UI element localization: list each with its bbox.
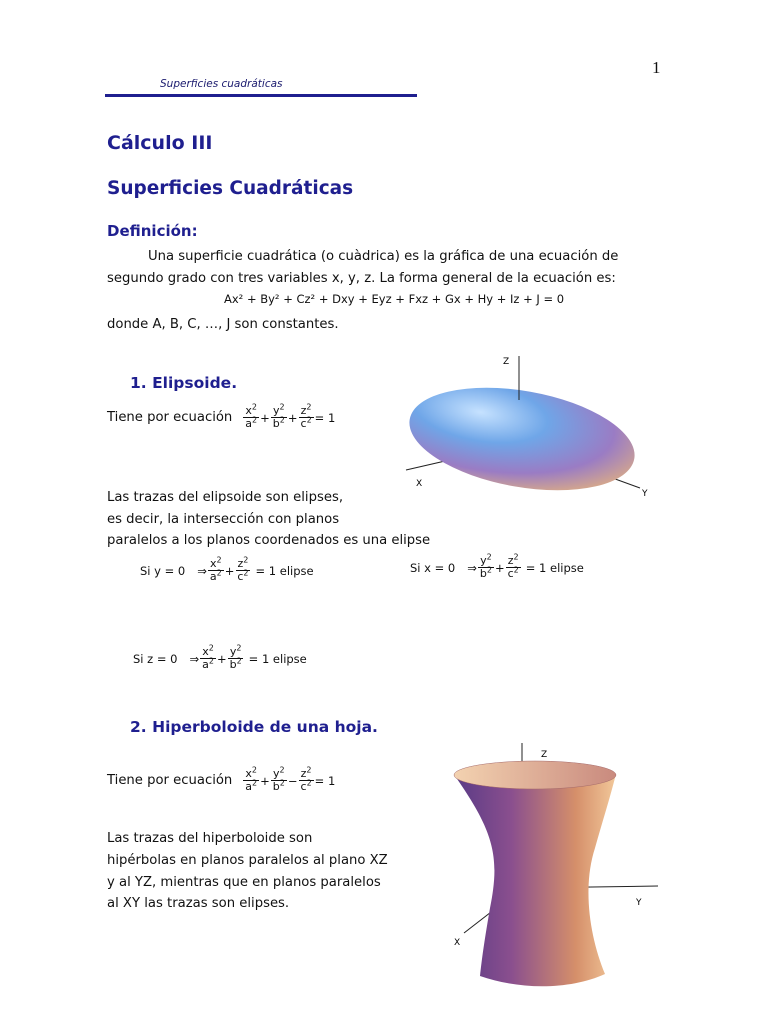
ellipsoid-heading: 1. Elipsoide. [130, 374, 238, 392]
hyperboloid-z-label: Z [541, 750, 548, 760]
section-title: Superficies Cuadráticas [107, 178, 354, 199]
hyperboloid-figure [440, 738, 680, 988]
trace-z0-equation: Si z = 0 ⇒ $\frac{x^2}{a^2}$ + $\frac{y^2}{b^2}$ = 1 elipse [133, 643, 307, 671]
ellipsoid-equation: Tiene por ecuación $\frac{x^2}{a^2}$ + $\frac{y^2}{b^2}$ + $\frac{z^2}{c^2}$ = 1 [107, 402, 336, 430]
fraction-y2-b2: $\frac{y^2}{b^2}$ [272, 402, 285, 430]
hyperboloid-top-opening [454, 761, 616, 789]
ellipsoid-x-label: X [416, 479, 423, 489]
case-y0-result: = 1 elipse [255, 563, 314, 578]
fraction-x2-a2: $\frac{x^2}{a^2}$ [245, 402, 258, 430]
ellipsoid-traces-line-2: es decir, la intersección con planos [107, 512, 340, 527]
general-equation: Ax² + By² + Cz² + Dxy + Eyz + Fxz + Gx + Hy + Iz + J = 0 [224, 292, 565, 306]
case-x0-label: Si x = 0 [410, 560, 456, 575]
hyperboloid-traces-line-3: y al YZ, mientras que en planos paralelos [107, 875, 381, 890]
hyperboloid-x-label: X [454, 938, 461, 948]
hyperboloid-number: 2 [130, 718, 141, 736]
constants-note: donde A, B, C, …, J son constantes. [107, 317, 339, 332]
ellipsoid-z-label: Z [503, 357, 510, 367]
trace-x0-equation: Si x = 0 ⇒ $\frac{y^2}{b^2}$ + $\frac{z^2}{c^2}$ = 1 elipse [410, 552, 584, 580]
hyperboloid-name: Hiperboloide de una hoja [152, 718, 373, 736]
fraction-z2-c2: $\frac{z^2}{c^2}$ [300, 402, 312, 430]
ellipsoid-number: 1 [130, 374, 141, 392]
ellipsoid-name: Elipsoide [152, 374, 232, 392]
case-z0-label: Si z = 0 [133, 651, 178, 666]
ellipsoid-eq-label: Tiene por ecuación [107, 410, 233, 425]
case-x0-result: = 1 elipse [525, 560, 584, 575]
ellipsoid-traces-line-3: paralelos a los planos coordenados es una elipse [107, 533, 431, 548]
ellipsoid-traces-line-1: Las trazas del elipsoide son elipses, [107, 490, 344, 505]
hyperboloid-surface [455, 774, 616, 986]
page-number: 1 [652, 58, 661, 77]
course-title: Cálculo III [107, 132, 213, 154]
case-y0-label: Si y = 0 [140, 563, 186, 578]
ellipsoid-y-label: Y [642, 489, 648, 499]
header-rule [105, 94, 417, 97]
ellipsoid-surface [401, 372, 642, 506]
ellipsoid-figure [400, 340, 670, 510]
hyperboloid-eq-label: Tiene por ecuación [107, 773, 233, 788]
hyperboloid-traces-line-1: Las trazas del hiperboloide son [107, 831, 313, 846]
hyperboloid-heading: 2. Hiperboloide de una hoja. [130, 718, 378, 736]
hyperboloid-traces-line-4: al XY las trazas son elipses. [107, 896, 290, 911]
definition-line-2: segundo grado con tres variables x, y, z. La forma general de la ecuación es: [107, 271, 616, 286]
running-header: Superficies cuadráticas [160, 78, 283, 90]
hyperboloid-traces-line-2: hipérbolas en planos paralelos al plano XZ [107, 853, 388, 868]
case-z0-result: = 1 elipse [248, 651, 307, 666]
hyperboloid-equation: Tiene por ecuación $\frac{x^2}{a^2}$ + $\frac{y^2}{b^2}$ − $\frac{z^2}{c^2}$ = 1 [107, 765, 336, 793]
definition-line-1: Una superficie cuadrática (o cuàdrica) es la gráfica de una ecuación de [148, 249, 619, 264]
hyperboloid-y-label: Y [636, 898, 642, 908]
trace-y0-equation: Si y = 0 ⇒ $\frac{x^2}{a^2}$ + $\frac{z^2}{c^2}$ = 1 elipse [140, 555, 314, 583]
definition-heading: Definición: [107, 222, 198, 240]
